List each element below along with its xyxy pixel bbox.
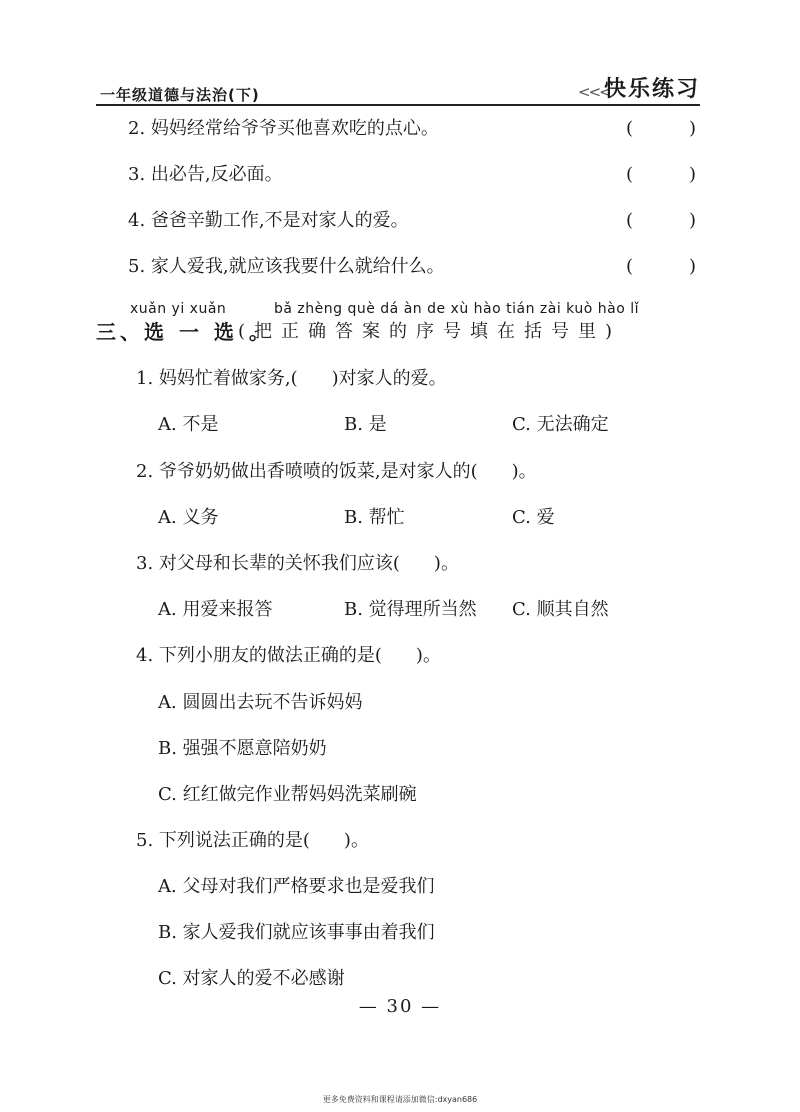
chevrons-left-icon: <<< — [578, 83, 610, 101]
paren-close: ) — [688, 118, 696, 139]
question-stem — [136, 641, 441, 671]
judgment-item — [128, 114, 700, 144]
stem-text: )。 — [511, 461, 537, 482]
stem-text: )。 — [415, 645, 441, 666]
judgment-text: 4. 爸爸辛勤工作,不是对家人的爱。 — [128, 210, 409, 231]
page-number: — 30 — — [358, 996, 442, 1017]
section-pinyin-left: xuǎn yi xuǎn — [130, 301, 227, 317]
question-stem — [136, 364, 447, 394]
paren-open: ( — [626, 164, 634, 185]
option-b[interactable]: B. 家人爱我们就应该事事由着我们 — [158, 922, 435, 943]
stem-text: )。 — [433, 553, 459, 574]
answer-blank[interactable] — [626, 160, 696, 190]
judgment-text: 2. 妈妈经常给爷爷买他喜欢吃的点心。 — [128, 118, 439, 139]
footer-note: 更多免费资料和课程请添加微信:dxyan686 — [322, 1095, 478, 1104]
option-c[interactable]: C. 红红做完作业帮妈妈洗菜刷碗 — [158, 784, 417, 805]
option-b[interactable]: B. 强强不愿意陪奶奶 — [158, 738, 327, 759]
book-title: 一年级道德与法治(下) — [100, 86, 260, 104]
option-a[interactable]: A. 不是 — [158, 414, 219, 435]
judgment-text: 5. 家人爱我,就应该我要什么就给什么。 — [128, 256, 445, 277]
section-badge: 快乐练习 — [604, 77, 701, 102]
option-a[interactable]: A. 义务 — [158, 507, 219, 528]
question-stem — [136, 549, 459, 579]
option-a[interactable]: A. 圆圆出去玩不告诉妈妈 — [158, 692, 363, 713]
answer-blank[interactable] — [626, 114, 696, 144]
header-divider — [96, 104, 700, 106]
option-c[interactable]: C. 顺其自然 — [512, 599, 609, 620]
option-c[interactable]: C. 对家人的爱不必感谢 — [158, 968, 345, 989]
question-stem — [136, 826, 369, 856]
answer-blank[interactable] — [626, 206, 696, 236]
option-b[interactable]: B. 觉得理所当然 — [344, 599, 477, 620]
option-a[interactable]: A. 用爱来报答 — [158, 599, 273, 620]
option-b[interactable]: B. 是 — [344, 414, 387, 435]
judgment-text: 3. 出必告,反必面。 — [128, 164, 283, 185]
paren-open: ( — [626, 210, 634, 231]
option-b[interactable]: B. 帮忙 — [344, 507, 405, 528]
section-pinyin-right: bǎ zhèng què dá àn de xù hào tián zài kuò hào lǐ — [274, 301, 639, 317]
section-instruction: (把正确答案的序号填在括号里) — [238, 321, 622, 342]
stem-text: 1. 妈妈忙着做家务,( — [136, 368, 298, 389]
judgment-item — [128, 160, 700, 190]
stem-text: 3. 对父母和长辈的关怀我们应该( — [136, 553, 400, 574]
paren-close: ) — [688, 210, 696, 231]
paren-open: ( — [626, 118, 634, 139]
judgment-item — [128, 206, 700, 236]
option-a[interactable]: A. 父母对我们严格要求也是爱我们 — [158, 876, 435, 897]
option-c[interactable]: C. 爱 — [512, 507, 555, 528]
question-stem — [136, 457, 537, 487]
answer-blank[interactable] — [626, 252, 696, 282]
option-c[interactable]: C. 无法确定 — [512, 414, 609, 435]
stem-text: 5. 下列说法正确的是( — [136, 830, 310, 851]
judgment-item — [128, 252, 700, 282]
section-title: 三、选 一 选 。 — [96, 320, 273, 344]
paren-close: ) — [688, 164, 696, 185]
stem-text: )。 — [343, 830, 369, 851]
stem-text: 4. 下列小朋友的做法正确的是( — [136, 645, 382, 666]
paren-close: ) — [688, 256, 696, 277]
stem-text: )对家人的爱。 — [331, 368, 447, 389]
stem-text: 2. 爷爷奶奶做出香喷喷的饭菜,是对家人的( — [136, 461, 478, 482]
paren-open: ( — [626, 256, 634, 277]
